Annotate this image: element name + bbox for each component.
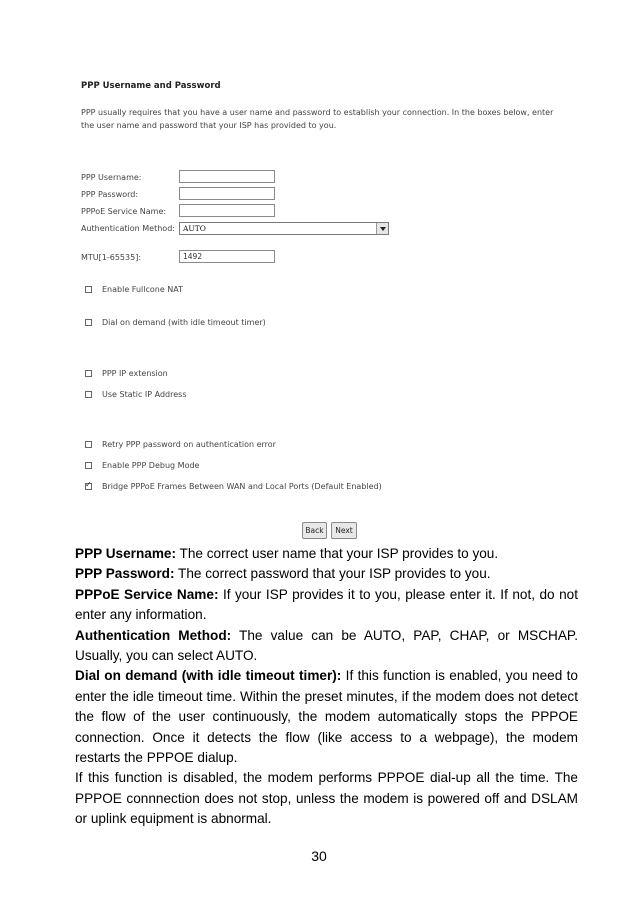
term-service-name: PPPoE Service Name: xyxy=(75,586,219,602)
password-input[interactable] xyxy=(179,187,275,200)
service-name-input[interactable] xyxy=(179,204,275,217)
username-label: PPP Username: xyxy=(81,173,142,182)
mtu-input[interactable]: 1492 xyxy=(179,250,275,263)
paragraph-dial-disabled: If this function is disabled, the modem performs PPPOE dial-up all the time. The PPPOE connnection does not stop, unless the modem is powered off and DSLAM or uplink equipment is abnormal. xyxy=(75,770,578,827)
paragraph-dial-on-demand xyxy=(75,666,578,768)
username-input[interactable] xyxy=(179,170,275,183)
mtu-label: MTU[1-65535]: xyxy=(81,253,142,262)
page-number: 30 xyxy=(311,848,327,864)
service-name-label: PPPoE Service Name: xyxy=(81,207,167,216)
next-button[interactable]: Next xyxy=(331,522,357,539)
checkbox-icon[interactable] xyxy=(85,286,92,293)
checkbox-label: PPP IP extension xyxy=(102,369,168,378)
auth-method-label: Authentication Method: xyxy=(81,224,175,233)
ppp-settings-screenshot xyxy=(76,72,564,544)
term-username: PPP Username: xyxy=(75,546,176,561)
checkbox-label: Dial on demand (with idle timeout timer) xyxy=(102,318,266,327)
auth-method-value: AUTO xyxy=(183,224,206,233)
checkbox-static-ip[interactable] xyxy=(85,390,187,399)
checkbox-label: Enable Fullcone NAT xyxy=(102,285,184,294)
checkbox-fullcone-nat[interactable] xyxy=(85,285,183,294)
document-body xyxy=(75,544,578,830)
checkbox-checked-icon[interactable] xyxy=(85,483,92,490)
chevron-down-icon[interactable] xyxy=(376,223,388,234)
checkbox-icon[interactable] xyxy=(85,462,92,469)
definition-username: The correct user name that your ISP provides to you. xyxy=(176,546,499,561)
definition-service-name: If your ISP provides it to you, please enter it. If not, do not enter any information. xyxy=(75,586,578,623)
back-button[interactable]: Back xyxy=(302,522,327,539)
term-dial-on-demand: Dial on demand (with idle timeout timer): xyxy=(75,668,342,684)
section-title: PPP Username and Password xyxy=(81,81,221,91)
checkbox-bridge-pppoe[interactable] xyxy=(85,482,382,491)
term-auth-method: Authentication Method: xyxy=(75,627,232,643)
definition-dial-on-demand: If this function is enabled, you need to enter the idle timeout time. Within the preset minutes, if the modem does not detect the flow of the user continuously, the modem automatically stops the PPPOE connection. Once it detects the flow (like access to a webpage), the modem restarts the PPPOE dialup. xyxy=(75,668,578,766)
section-description: PPP usually requires that you have a user name and password to establish your connection. In the boxes below, enter the user name and password that your ISP has provided to you. xyxy=(81,108,554,130)
term-password: PPP Password: xyxy=(75,566,175,582)
paragraph-password xyxy=(75,564,578,584)
password-label: PPP Password: xyxy=(81,190,139,199)
auth-method-select[interactable] xyxy=(179,222,389,235)
checkbox-icon[interactable] xyxy=(85,441,92,448)
checkbox-dial-on-demand[interactable] xyxy=(85,318,266,327)
checkbox-debug-mode[interactable] xyxy=(85,461,199,470)
checkbox-retry-password[interactable] xyxy=(85,440,276,449)
checkbox-label: Enable PPP Debug Mode xyxy=(102,461,200,470)
paragraph-service-name xyxy=(75,585,578,626)
definition-auth-method: The value can be AUTO, PAP, CHAP, or MSCHAP. Usually, you can select AUTO. xyxy=(75,627,578,664)
definition-password: The correct password that your ISP provides to you. xyxy=(174,566,491,582)
checkbox-label: Bridge PPPoE Frames Between WAN and Local Ports (Default Enabled) xyxy=(102,482,382,491)
paragraph-auth-method xyxy=(75,626,578,667)
checkbox-icon[interactable] xyxy=(85,391,92,398)
checkbox-icon[interactable] xyxy=(85,370,92,377)
checkbox-ppp-ip-extension[interactable] xyxy=(85,369,168,378)
checkbox-icon[interactable] xyxy=(85,319,92,326)
checkbox-label: Retry PPP password on authentication error xyxy=(102,440,276,449)
paragraph-username xyxy=(75,544,578,564)
checkbox-label: Use Static IP Address xyxy=(102,390,187,399)
